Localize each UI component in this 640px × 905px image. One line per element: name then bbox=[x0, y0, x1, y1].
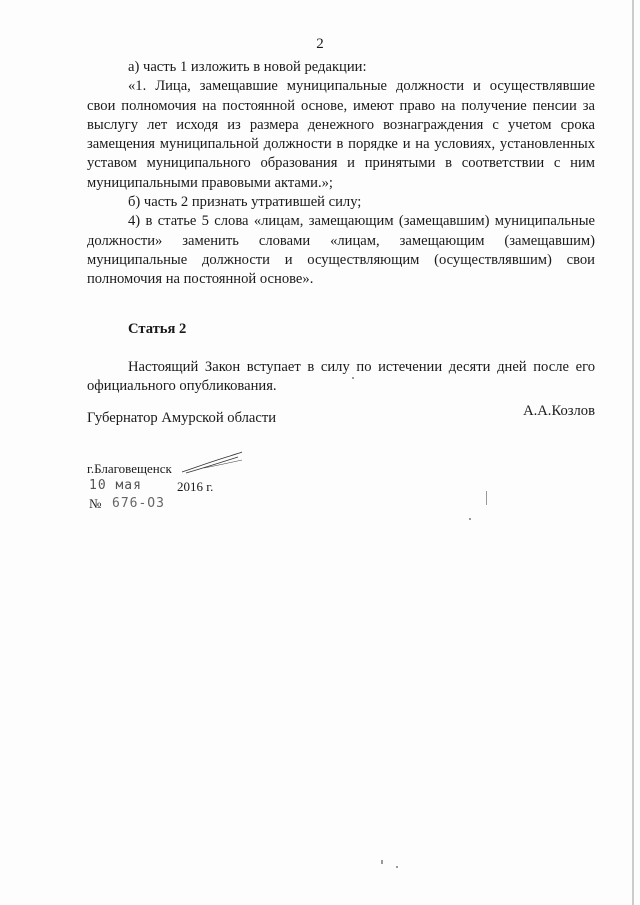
scan-speck bbox=[469, 518, 471, 520]
scan-speck bbox=[396, 866, 398, 868]
scan-speck bbox=[352, 377, 354, 379]
scan-speck bbox=[632, 0, 634, 905]
date-year: 2016 г. bbox=[177, 479, 214, 494]
page-number: 2 bbox=[316, 36, 324, 52]
paragraph-article-5: 4) в статье 5 слова «лицам, замещающим (замещавшим) муниципальные должности» заменить словами «лицам, замещающим (замещавшим) муниципальные должности и осуществляющим (осуществлявшим) свои полномочия на постоянной основе». bbox=[87, 213, 595, 288]
scan-speck bbox=[381, 860, 383, 864]
document-body bbox=[87, 58, 595, 396]
paragraph-quote: «1. Лица, замещавшие муниципальные должности и осуществлявшие свои полномочия на постоянной основе, имеют право на получение пенсии за выслугу лет исходя из размера денежного вознаграждения с учетом срока замещения муниципальной должности в порядке и на условиях, установленных уставом муниципального образования и принятыми в соответствии с ним муниципальными правовыми актами.»; bbox=[87, 78, 595, 191]
article-heading: Статья 2 bbox=[128, 320, 187, 337]
document-number: 676-ОЗ bbox=[112, 496, 165, 511]
signature-title: Губернатор Амурской области bbox=[87, 410, 277, 426]
paragraph-part-2: б) часть 2 признать утратившей силу; bbox=[128, 194, 362, 211]
signature-name: А.А.Козлов bbox=[523, 403, 595, 419]
scan-speck bbox=[486, 491, 487, 505]
article-text: Настоящий Закон вступает в силу по истечении десяти дней после его официального опубликования. bbox=[87, 358, 595, 395]
date-stamp: 10 мая bbox=[89, 478, 142, 493]
paragraph-part-1: а) часть 1 изложить в новой редакции: bbox=[128, 59, 367, 75]
signature-scribble bbox=[180, 448, 244, 476]
place-of-signing: г.Благовещенск bbox=[87, 461, 172, 476]
number-label: № bbox=[89, 496, 102, 511]
